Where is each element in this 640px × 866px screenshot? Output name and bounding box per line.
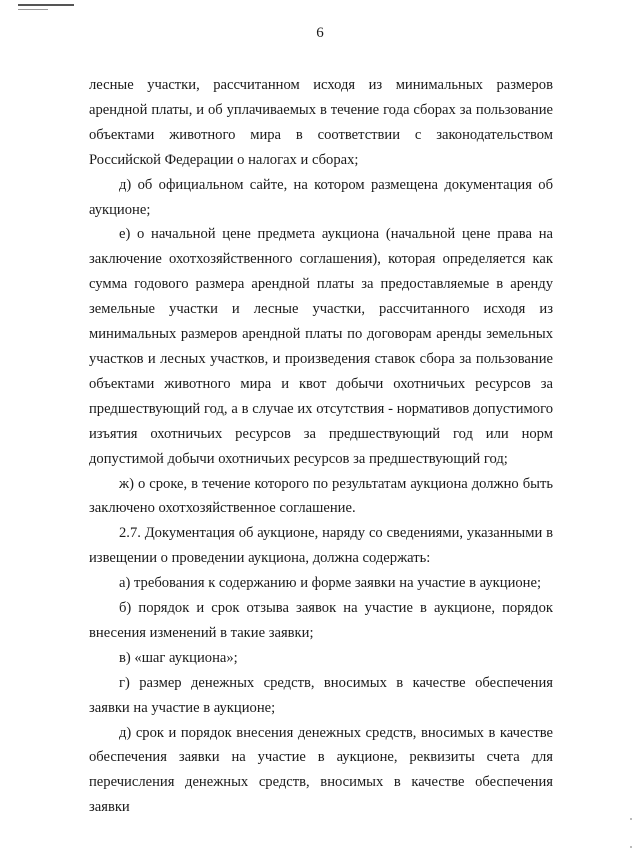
paragraph-item-g-deposit-amount: г) размер денежных средств, вносимых в качестве обеспечения заявки на участие в аукционе; bbox=[89, 674, 553, 716]
paragraph-item-d-deposit-procedure: д) срок и порядок внесения денежных средств, вносимых в качестве обеспечения заявки на участие в аукционе, реквизиты счета для перечисления денежных средств, вносимых в качестве обеспечения заявки bbox=[89, 724, 553, 816]
paragraph-item-a-requirements: а) требования к содержанию и форме заявки на участие в аукционе; bbox=[119, 575, 542, 592]
scan-artifact-line bbox=[18, 4, 74, 6]
document-body bbox=[89, 73, 553, 820]
paragraph-item-d-website: д) об официальном сайте, на котором размещена документация об аукционе; bbox=[89, 176, 553, 218]
paragraph-item-zh-term: ж) о сроке, в течение которого по результатам аукциона должно быть заключено охотхозяйственное соглашение. bbox=[89, 475, 553, 517]
paragraph-item-v-auction-step: в) «шаг аукциона»; bbox=[119, 649, 238, 666]
paragraph-section-2-7: 2.7. Документация об аукционе, наряду со сведениями, указанными в извещении о проведении аукциона, должна содержать: bbox=[89, 525, 553, 567]
paragraph-item-e-initial-price: е) о начальной цене предмета аукциона (начальной цене права на заключение охотхозяйственного соглашения), которая определяется как сумма годового размера арендной платы за предоставляемые в аренду земельные участки и лесные участки, рассчитанного исходя из минимальных размеров арендной платы по договорам аренды земельных участков и лесных участков, и произведения ставок сбора за пользование объектами животного мира и квот добычи охотничьих ресурсов за предшествующий год, а в случае их отсутствия - нормативов допустимого изъятия охотничьих ресурсов за предшествующий год или норм допустимой добычи охотничьих ресурсов за предшествующий год; bbox=[89, 226, 553, 467]
paragraph-item-b-withdrawal: б) порядок и срок отзыва заявок на участие в аукционе, порядок внесения изменений в такие заявки; bbox=[89, 600, 553, 641]
page-number: 6 bbox=[316, 25, 324, 41]
scan-speck bbox=[630, 818, 632, 820]
scan-speck bbox=[630, 846, 632, 848]
scan-artifact-line-short bbox=[18, 9, 48, 10]
paragraph-continuation: лесные участки, рассчитанном исходя из минимальных размеров арендной платы, и об уплачиваемых в течение года сборах за пользование объектами животного мира в соответствии с законодательством Российской Федерации о налогах и сборах; bbox=[89, 77, 553, 168]
